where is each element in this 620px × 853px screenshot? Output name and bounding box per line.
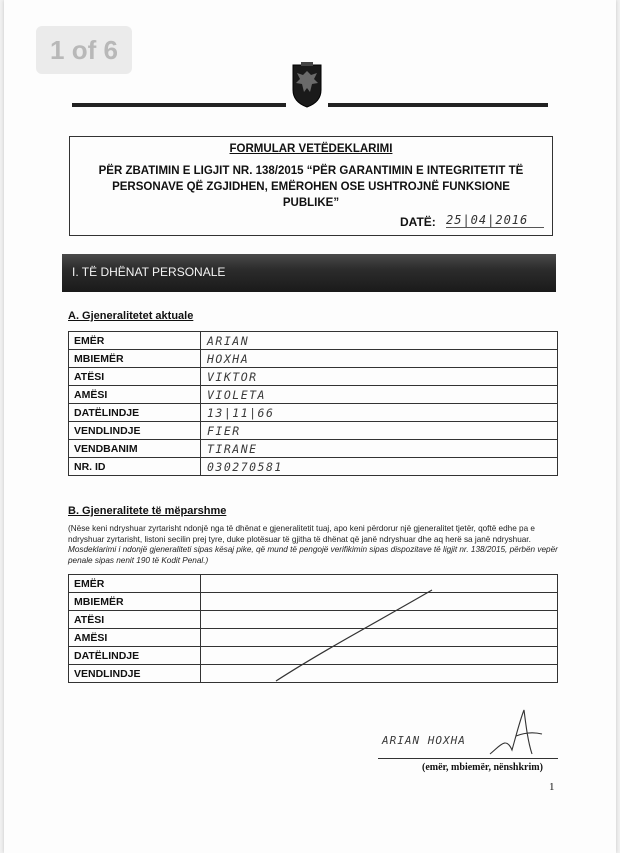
first-name-field[interactable]: ARIAN xyxy=(201,332,558,350)
table-row xyxy=(69,332,558,350)
row-label: ATËSI xyxy=(69,611,201,629)
page-indicator: 1 of 6 xyxy=(36,26,132,74)
table-row xyxy=(69,458,558,476)
empty-field[interactable] xyxy=(201,575,558,593)
mother-name-field[interactable]: VIOLETA xyxy=(201,386,558,404)
form-title: FORMULAR VETËDEKLARIMI xyxy=(229,143,393,155)
id-number-field[interactable]: 030270581 xyxy=(201,458,558,476)
table-row xyxy=(69,368,558,386)
table-row xyxy=(69,422,558,440)
table-row xyxy=(69,665,558,683)
table-row xyxy=(69,629,558,647)
table-row xyxy=(69,611,558,629)
table-row xyxy=(69,647,558,665)
row-label: MBIEMËR xyxy=(69,350,201,368)
previous-identity-heading: B. Gjeneralitete të mëparshme xyxy=(68,505,227,517)
row-label: EMËR xyxy=(69,575,201,593)
empty-field[interactable] xyxy=(201,629,558,647)
table-row xyxy=(69,386,558,404)
current-identity-heading: A. Gjeneralitetet aktuale xyxy=(68,310,194,322)
previous-identity-note xyxy=(68,524,560,566)
document-page xyxy=(4,0,616,853)
empty-field[interactable] xyxy=(201,647,558,665)
date-label: DATË: xyxy=(400,215,436,229)
row-label: VENDLINDJE xyxy=(69,665,201,683)
section-header-bar xyxy=(62,254,556,292)
signature-scribble xyxy=(486,706,546,766)
row-label: AMËSI xyxy=(69,629,201,647)
table-row xyxy=(69,593,558,611)
row-label: NR. ID xyxy=(69,458,201,476)
birth-place-field[interactable]: FIER xyxy=(201,422,558,440)
note-warning-text: Mosdeklarimi i ndonjë gjeneraliteti sipas kësaj pike, që mund të pengojë verifikimin sipas dispozitave të ligjit nr. 138/2015, përbën vepër penale sipas nenit 190 të Kodit Penal.) xyxy=(68,545,558,565)
date-field[interactable]: 25|04|2016 xyxy=(446,213,544,228)
table-row xyxy=(69,350,558,368)
row-label: VENDBANIM xyxy=(69,440,201,458)
empty-field[interactable] xyxy=(201,611,558,629)
form-subtitle: PËR ZBATIMIN E LIGJIT NR. 138/2015 “PËR GARANTIMIN E INTEGRITETIT TË PERSONAVE QË ZGJIDHEN, EMËROHEN OSE USHTROJNË FUNKSIONE PUBLIKE” xyxy=(98,165,524,209)
residence-field[interactable]: TIRANE xyxy=(201,440,558,458)
row-label: MBIEMËR xyxy=(69,593,201,611)
note-text: (Nëse keni ndryshuar zyrtarisht ndonjë nga të dhënat e gjeneralitetit tuaj, apo keni përdorur një gjeneralitet tjetër, qoftë edhe pa e ndryshuar zyrtarisht, listoni secilin prej tyre, duke plotësuar të gjitha të dhënat që janë ndryshuar dhe aq herë sa janë ndryshuar. xyxy=(68,524,535,544)
empty-field[interactable] xyxy=(201,665,558,683)
last-name-field[interactable]: HOXHA xyxy=(201,350,558,368)
father-name-field[interactable]: VIKTOR xyxy=(201,368,558,386)
row-label: AMËSI xyxy=(69,386,201,404)
row-label: DATËLINDJE xyxy=(69,404,201,422)
table-row xyxy=(69,575,558,593)
row-label: DATËLINDJE xyxy=(69,647,201,665)
form-title-box xyxy=(69,136,553,236)
current-identity-table xyxy=(68,331,558,476)
row-label: EMËR xyxy=(69,332,201,350)
header-rule-right xyxy=(328,103,548,107)
row-label: ATËSI xyxy=(69,368,201,386)
section-title: I. TË DHËNAT PERSONALE xyxy=(72,265,226,279)
previous-identity-table xyxy=(68,574,558,683)
table-row xyxy=(69,440,558,458)
empty-field[interactable] xyxy=(201,593,558,611)
signature-caption: (emër, mbiemër, nënshkrim) xyxy=(422,762,543,773)
signature-line xyxy=(378,758,558,759)
page-number: 1 xyxy=(549,781,555,793)
coat-of-arms-emblem xyxy=(292,62,322,108)
header-rule-left xyxy=(72,103,286,107)
birth-date-field[interactable]: 13|11|66 xyxy=(201,404,558,422)
table-row xyxy=(69,404,558,422)
row-label: VENDLINDJE xyxy=(69,422,201,440)
signature-name: ARIAN HOXHA xyxy=(382,734,466,747)
